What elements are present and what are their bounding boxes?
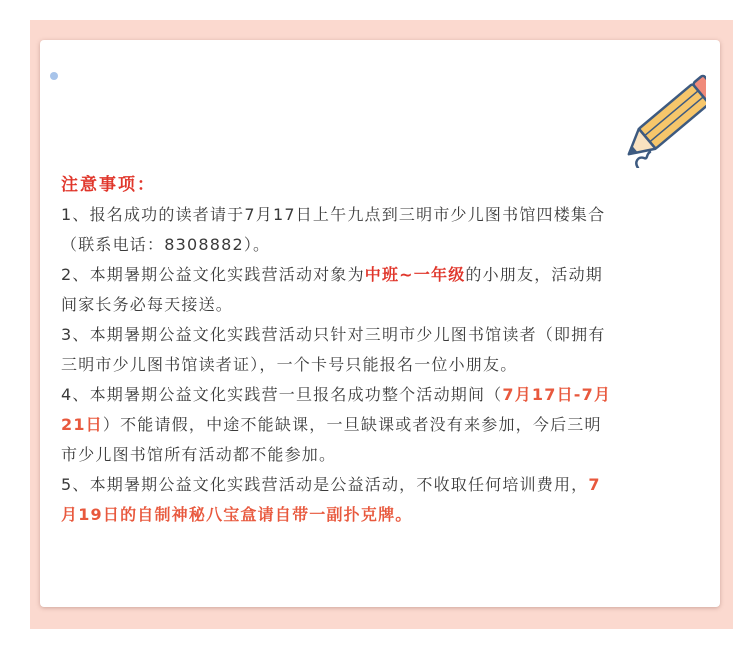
notice-item-1 [61, 200, 709, 260]
notice-item-4-text: 4、本期暑期公益文化实践营一旦报名成功整个活动期间（ [61, 385, 503, 404]
notice-item-5-text: 5、本期暑期公益文化实践营活动是公益活动，不收取任何培训费用， [61, 475, 589, 494]
notice-item-3-line-2: 三明市少儿图书馆读者证），一个卡号只能报名一位小朋友。 [61, 355, 518, 374]
notice-content [61, 170, 709, 530]
notice-item-3 [61, 320, 709, 380]
notice-heading: 注意事项： [61, 175, 156, 195]
notice-item-5-highlight-a: 7 [588, 475, 601, 494]
notice-item-2-text-after: 的小朋友，活动期 [465, 265, 603, 284]
notice-item-1-line-1: 1、报名成功的读者请于7月17日上午九点到三明市少儿图书馆四楼集合 [61, 205, 606, 224]
notice-item-5 [61, 470, 709, 530]
notice-item-4-highlight-a: 7月17日-7月 [502, 385, 612, 404]
notice-background [30, 20, 733, 629]
notice-item-2-text: 2、本期暑期公益文化实践营活动对象为 [61, 265, 365, 284]
notice-item-4-text-after: ）不能请假，中途不能缺课，一旦缺课或者没有来参加，今后三明 [102, 415, 602, 434]
notice-item-4-highlight-b: 21日 [61, 415, 103, 434]
notice-item-1-line-2: （联系电话：8308882）。 [61, 235, 271, 254]
notice-item-4 [61, 380, 709, 470]
notice-item-5-highlight-b: 月19日的自制神秘八宝盒请自带一副扑克牌。 [61, 505, 413, 524]
notice-item-2-line-2: 间家长务必每天接送。 [61, 295, 234, 314]
decorative-dot [50, 72, 58, 80]
notice-item-2 [61, 260, 709, 320]
pencil-icon [588, 70, 706, 168]
notice-item-3-line-1: 3、本期暑期公益文化实践营活动只针对三明市少儿图书馆读者（即拥有 [61, 325, 606, 344]
notice-card [40, 40, 720, 607]
notice-item-2-highlight: 中班~一年级 [364, 265, 466, 284]
notice-item-4-line-3: 市少儿图书馆所有活动都不能参加。 [61, 445, 337, 464]
